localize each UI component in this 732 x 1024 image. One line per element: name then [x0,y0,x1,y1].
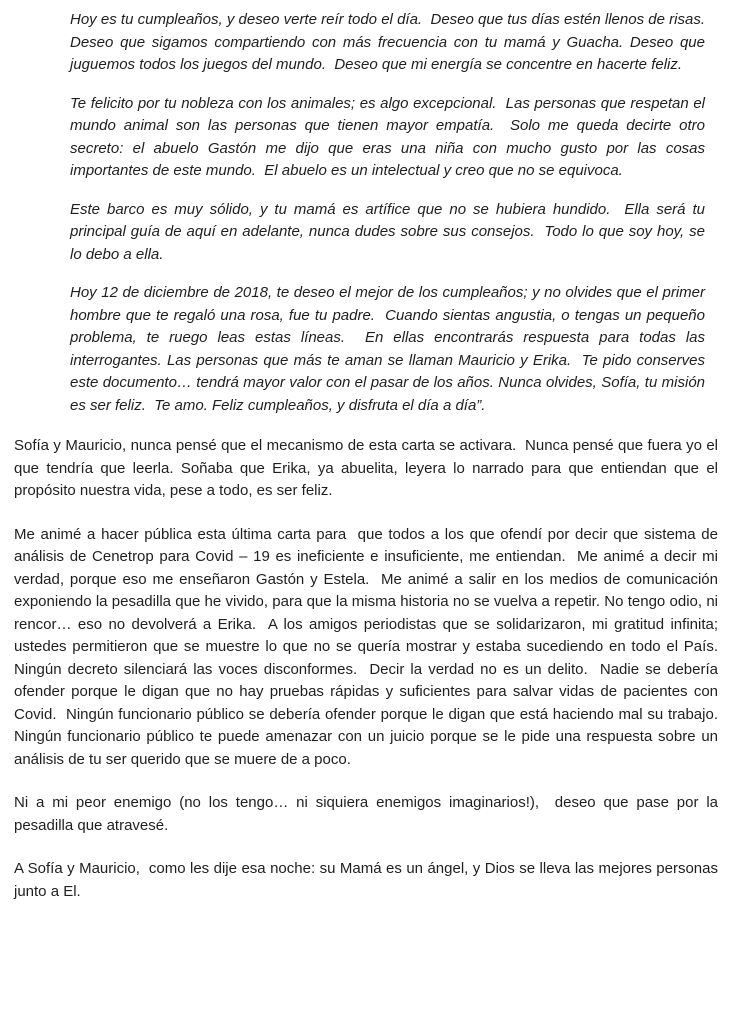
quoted-paragraph: Hoy 12 de diciembre de 2018, te deseo el mejor de los cumpleaños; y no olvides que el primer hombre que te regaló una rosa, fue tu padre. Cuando sientas angustia, o tengas un pequeño problema, te ruego leas estas líneas. En ellas encontrarás respuesta para todas las interrogantes. Las personas que más te aman se llaman Mauricio y Erika. Te pido conserves este documento… tendrá mayor valor con el pasar de los años. Nunca olvides, Sofía, tu misión es ser feliz. Te amo. Feliz cumpleaños, y disfruta el día a día”. [70,284,710,414]
quoted-paragraph: Hoy es tu cumpleaños, y deseo verte reír todo el día. Deseo que tus días estén llenos de risas. Deseo que sigamos compartiendo con más frecuencia con tu mamá y Guacha. Deseo que juguemos todos los juegos del mundo. Deseo que mi energía se concentre en hacerte feliz. [70,11,710,73]
body-paragraph: A Sofía y Mauricio, como les dije esa noche: su Mamá es un ángel, y Dios se lleva las mejores personas junto a El. [14,860,723,900]
body-paragraph: Me animé a hacer pública esta última carta para que todos a los que ofendí por decir que sistema de análisis de Cenetrop para Covid – 19 es ineficiente e insuficiente, me entiendan. Me animé a decir mi verdad, porque eso me enseñaron Gastón y Estela. Me animé a salir en los medios de comunicación exponiendo la pesadilla que he vivido, para que la misma historia no se vuelva a repetir. No tengo odio, ni rencor… eso no devolverá a Erika. A los amigos periodistas que se solidarizaron, mi gratitud infinita; ustedes permitieron que se muestre lo que no se quería mostrar y estaba sucediendo en todo el País. Ningún decreto silenciará las voces disconformes. Decir la verdad no es un delito. Nadie se debería ofender porque le digan que no hay pruebas rápidas y suficientes para salvar vidas de pacientes con Covid. Ningún funcionario público se debería ofender porque le digan que está haciendo mal su trabajo. Ningún funcionario público te puede amenazar con un juicio porque se le pide una respuesta sobre un análisis de tu ser querido que se muere de a poco. [14,525,727,768]
quoted-letter-section [14,9,718,417]
quoted-paragraph: Te felicito por tu nobleza con los animales; es algo excepcional. Las personas que respetan el mundo animal son las personas que tienen mayor empatía. Solo me queda decirte otro secreto: el abuelo Gastón me dijo que eras una niña con mucho gusto por las cosas importantes de este mundo. El abuelo es un intelectual y creo que no se equivoca. [70,94,710,179]
body-paragraph: Sofía y Mauricio, nunca pensé que el mecanismo de esta carta se activara. Nunca pensé que fuera yo el que tendría que leerla. Soñaba que Erika, ya abuelita, leyera lo narrado para que entiendan que el propósito nuestra vida, pese a todo, es ser feliz. [14,437,723,499]
quoted-paragraph: Este barco es muy sólido, y tu mamá es artífice que no se hubiera hundido. Ella será tu principal guía de aquí en adelante, nunca dudes sobre sus consejos. Todo lo que soy hoy, se lo debo a ella. [70,200,710,263]
commentary-section [14,435,727,903]
body-paragraph: Ni a mi peor enemigo (no los tengo… ni siquiera enemigos imaginarios!), deseo que pase por la pesadilla que atravesé. [14,794,723,834]
